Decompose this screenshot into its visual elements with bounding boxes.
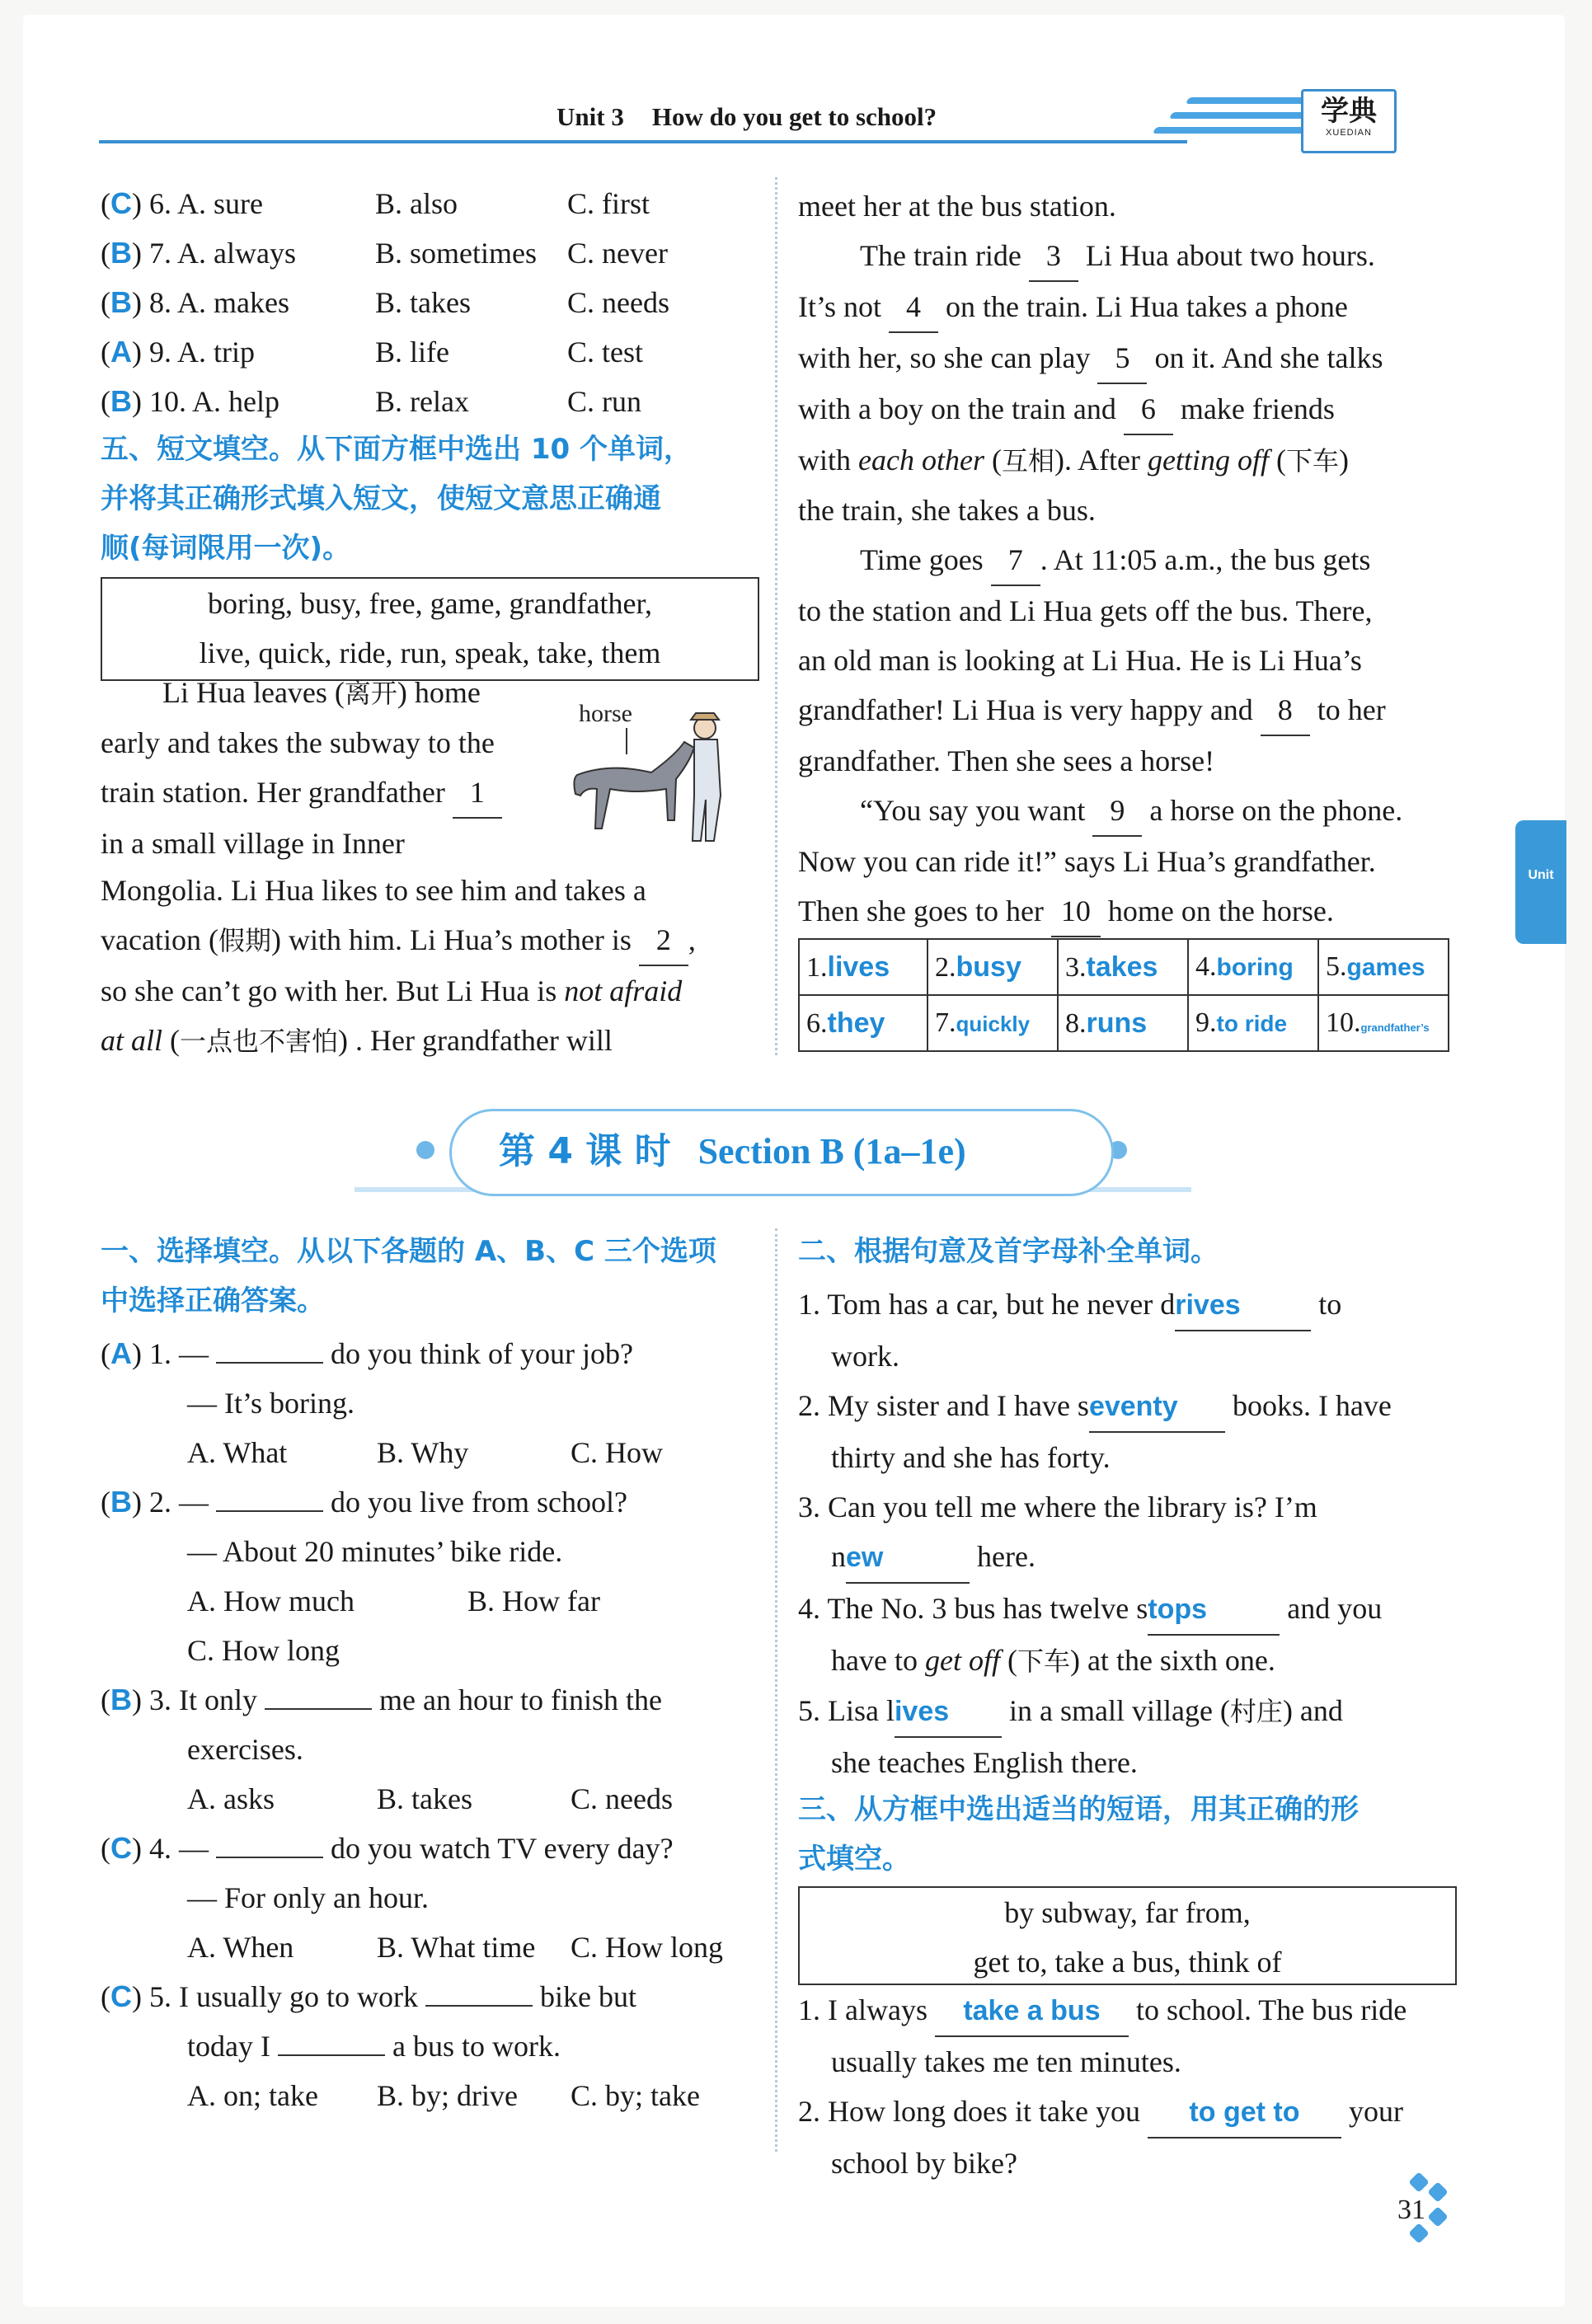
passage-line: meet her at the bus station.	[798, 190, 1116, 223]
answer-cell: 2.busy	[927, 939, 1058, 995]
passage-left-block	[101, 668, 546, 868]
fill-answer[interactable]: eventy	[1089, 1382, 1225, 1433]
unit-side-tab	[1515, 820, 1566, 944]
option-c: C. test	[567, 336, 644, 369]
passage-line: It’s not 4 on the train. Li Hua takes a phone	[798, 282, 1453, 333]
answer-cell: 10.grandfather’s	[1318, 995, 1449, 1051]
answer-cell: 3.takes	[1058, 939, 1188, 995]
blank-10[interactable]: 10	[1051, 886, 1101, 937]
answer-cell: 7.quickly	[927, 995, 1058, 1051]
answer-letter: B	[110, 384, 132, 418]
passage-line: in a small village in Inner	[101, 827, 405, 860]
passage-line: with each other (互相). After getting off (下车)	[798, 444, 1349, 477]
option-c: C. never	[567, 237, 668, 270]
blank-3[interactable]: 3	[1029, 231, 1078, 282]
header-rule	[99, 140, 1187, 143]
fill-answer[interactable]: ives	[895, 1687, 1002, 1738]
option-line: A. How much B. How far	[187, 1585, 600, 1617]
passage-right-block	[798, 181, 1453, 937]
answer-letter: B	[110, 285, 132, 319]
fill-line: have to get off (下车) at the sixth one.	[831, 1644, 1275, 1677]
answer-cell: 9.to ride	[1188, 995, 1318, 1051]
passage-line: The train ride 3 Li Hua about two hours.	[798, 231, 1453, 282]
publisher-logo	[1301, 89, 1397, 153]
banner-dot	[416, 1141, 434, 1159]
blank-2[interactable]: 2	[639, 915, 688, 966]
option-b: B. relax	[375, 385, 469, 418]
part3-instruction: 三、从方框中选出适当的短语，用其正确的形	[798, 1793, 1359, 1826]
page-header-title	[556, 102, 965, 132]
phrase-bank-box	[798, 1886, 1457, 1985]
passage-line: grandfather. Then she sees a horse!	[798, 744, 1215, 777]
passage-line: an old man is looking at Li Hua. He is Li Hua’s	[798, 644, 1362, 677]
fill-line: new here.	[798, 1532, 1453, 1584]
answer-table	[798, 938, 1449, 1052]
blank-8[interactable]: 8	[1261, 685, 1310, 736]
option-line: A. on; take B. by; drive C. by; take	[187, 2079, 700, 2112]
option-line: A. asks B. takes C. needs	[187, 1782, 673, 1815]
part2-instruction: 二、根据句意及首字母补全单词。	[798, 1235, 1219, 1268]
passage-line: grandfather! Li Hua is very happy and 8 to her	[798, 685, 1453, 736]
unit-label: Unit 3	[556, 102, 624, 131]
passage-line: Li Hua leaves (离开) home	[162, 676, 481, 709]
part1-questions	[101, 1329, 756, 2120]
blank-1[interactable]: 1	[453, 768, 502, 819]
question-line: (B) 3. It only me an hour to finish the	[101, 1675, 756, 1725]
fill-answer[interactable]: take a bus	[935, 1986, 1129, 2037]
question-line: (A) 1. — do you think of your job?	[101, 1329, 756, 1378]
lesson-number: 第 4 课 时	[499, 1130, 671, 1172]
fill-line: thirty and she has forty.	[831, 1441, 1111, 1474]
phrase-bank-line: get to, take a bus, think of	[973, 1946, 1282, 1979]
part3-items	[798, 1985, 1453, 2188]
fill-line: 3. Can you tell me where the library is? I’m	[798, 1491, 1317, 1524]
fill-line: 1. Tom has a car, but he never drives to	[798, 1279, 1453, 1331]
lesson-section: Section B (1a–1e)	[697, 1131, 966, 1171]
section5-instruction: 并将其正确形式填入短文，使短文意思正确通	[101, 482, 661, 515]
option-c: C. first	[567, 187, 650, 220]
phrase-bank-line: by subway, far from,	[1004, 1896, 1251, 1929]
fill-line: 4. The No. 3 bus has twelve stops and you	[798, 1584, 1453, 1636]
question-line: — It’s boring.	[187, 1387, 355, 1420]
blank-4[interactable]: 4	[889, 282, 938, 333]
option-line: C. How long	[187, 1634, 340, 1667]
answer-cell: 8.runs	[1058, 995, 1188, 1051]
logo-en: XUEDIAN	[1326, 128, 1372, 138]
passage-line: Now you can ride it!” says Li Hua’s grandfather.	[798, 845, 1376, 878]
word-bank-box	[101, 577, 759, 681]
passage-line: to the station and Li Hua gets off the bus. There,	[798, 594, 1373, 627]
option-c: C. needs	[567, 286, 669, 319]
fill-answer[interactable]: to get to	[1148, 2087, 1341, 2139]
fill-line: 2. My sister and I have seventy books. I have	[798, 1381, 1453, 1433]
logo-cn: 学典	[1321, 95, 1377, 128]
answer-cell: 5.games	[1318, 939, 1449, 995]
passage-line: with her, so she can play 5 on it. And she talks	[798, 333, 1453, 384]
blank-7[interactable]: 7	[991, 535, 1040, 586]
blank-5[interactable]: 5	[1097, 333, 1147, 384]
fill-line: 2. How long does it take you to get to your	[798, 2087, 1453, 2139]
fill-line: usually takes me ten minutes.	[831, 2045, 1181, 2078]
passage-line: so she can’t go with her. But Li Hua is not afraid	[101, 974, 683, 1007]
passage-line: “You say you want 9 a horse on the phone.	[798, 786, 1453, 837]
question-line: (B) 2. — do you live from school?	[101, 1477, 756, 1527]
horse-label: horse	[579, 700, 632, 727]
question-line: (C) 4. — do you watch TV every day?	[101, 1824, 756, 1873]
column-divider	[775, 177, 777, 1055]
blank-6[interactable]: 6	[1124, 384, 1173, 435]
cloze-item: (A) 9. A. trip	[101, 335, 256, 369]
answer-cell: 6.they	[799, 995, 927, 1051]
option-c: C. run	[567, 385, 641, 418]
option-b: B. sometimes	[375, 237, 537, 270]
column-divider	[775, 1228, 777, 2152]
question-line: exercises.	[187, 1733, 303, 1766]
fill-line: 5. Lisa lives in a small village (村庄) and	[798, 1686, 1453, 1738]
answer-letter: B	[110, 236, 132, 270]
option-b: B. takes	[375, 286, 471, 319]
fill-line: she teaches English there.	[831, 1746, 1138, 1779]
part2-items	[798, 1279, 1453, 1787]
answer-letter: C	[110, 186, 132, 220]
page-number: 31	[1397, 2195, 1425, 2225]
fill-line: 1. I always take a bus to school. The bus ride	[798, 1985, 1453, 2037]
passage-line: early and takes the subway to the	[101, 726, 495, 759]
fill-answer[interactable]: tops	[1148, 1585, 1280, 1636]
blank-9[interactable]: 9	[1092, 786, 1142, 837]
part3-instruction: 式填空。	[798, 1843, 910, 1876]
question-line: today I a bus to work.	[101, 2021, 756, 2071]
word-bank-line: live, quick, ride, run, speak, take, them	[199, 636, 661, 669]
fill-line: work.	[831, 1340, 899, 1373]
passage-line: Mongolia. Li Hua likes to see him and takes a	[101, 874, 646, 907]
section5-instruction: 五、短文填空。从下面方框中选出 10 个单词，	[101, 433, 692, 466]
section5-instruction: 顺(每词限用一次)。	[101, 532, 351, 565]
passage-line: the train, she takes a bus.	[798, 494, 1096, 527]
fill-answer[interactable]: rives	[1175, 1280, 1311, 1331]
horse-illustration	[561, 697, 742, 849]
answer-letter: A	[110, 335, 132, 369]
question-line: — For only an hour.	[187, 1881, 429, 1914]
cloze-item: (B) 8. A. makes	[101, 285, 289, 319]
passage-left-block	[101, 866, 756, 1066]
lesson-banner-title	[499, 1121, 966, 1174]
part1-instruction: 中选择正确答案。	[101, 1284, 325, 1317]
side-tab-label: Unit	[1528, 868, 1554, 882]
answer-cell: 1.lives	[799, 939, 927, 995]
passage-line: at all (一点也不害怕) . Her grandfather will	[101, 1024, 613, 1057]
answer-cell: 4.boring	[1188, 939, 1318, 995]
question-line: — About 20 minutes’ bike ride.	[187, 1535, 563, 1568]
option-b: B. life	[375, 336, 449, 369]
unit-title: How do you get to school?	[651, 102, 937, 131]
passage-line: Then she goes to her 10 home on the horse.	[798, 886, 1453, 937]
cloze-item: (B) 10. A. help	[101, 384, 279, 418]
option-b: B. also	[375, 187, 458, 220]
option-line: A. When B. What time C. How long	[187, 1931, 724, 1964]
passage-line: train station. Her grandfather 1	[101, 768, 546, 819]
fill-answer[interactable]: ew	[846, 1533, 970, 1584]
cloze-item: (C) 6. A. sure	[101, 186, 263, 220]
fill-line: school by bike?	[831, 2147, 1017, 2180]
question-line: (C) 5. I usually go to work bike but	[101, 1972, 756, 2021]
option-line: A. What B. Why C. How	[187, 1436, 664, 1469]
passage-line: Time goes 7 . At 11:05 a.m., the bus gets	[798, 535, 1453, 586]
passage-line: with a boy on the train and 6 make friends	[798, 384, 1453, 435]
passage-line: vacation (假期) with him. Li Hua’s mother is 2 ,	[101, 915, 756, 966]
part1-instruction: 一、选择填空。从以下各题的 A、B、C 三个选项	[101, 1235, 716, 1268]
word-bank-line: boring, busy, free, game, grandfather,	[207, 587, 652, 620]
cloze-item: (B) 7. A. always	[101, 236, 296, 270]
